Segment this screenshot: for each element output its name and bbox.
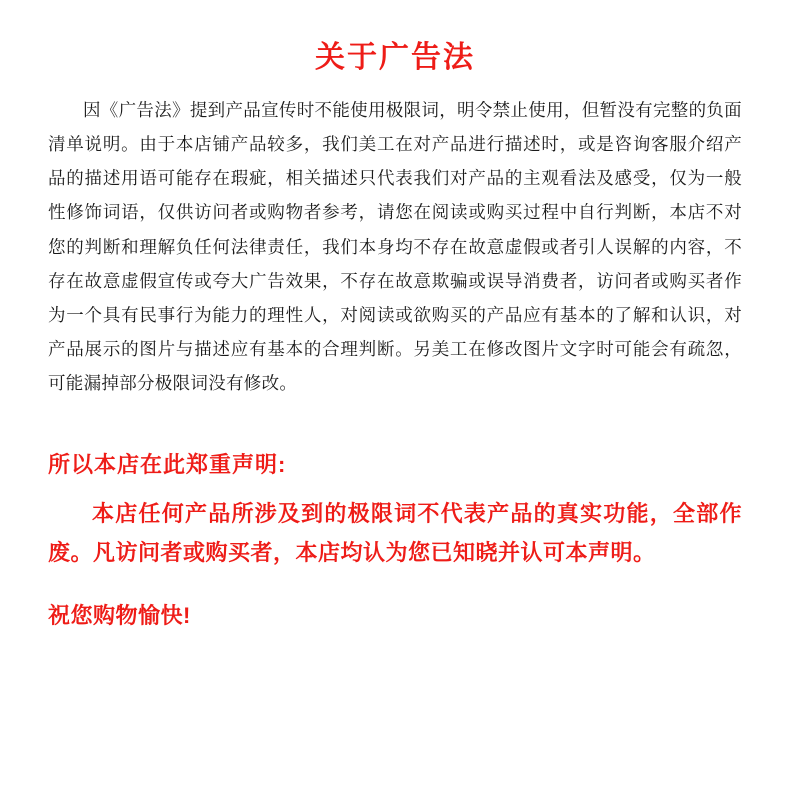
statement-heading: 所以本店在此郑重声明: [48, 452, 287, 478]
statement-body: 本店任何产品所涉及到的极限词不代表产品的真实功能，全部作废。凡访问者或购买者，本店均认为您已知晓并认可本声明。 [48, 501, 742, 565]
closing-line: 祝您购物愉快! [48, 603, 191, 629]
disclaimer-paragraph: 因《广告法》提到产品宣传时不能使用极限词，明令禁止使用，但暂没有完整的负面清单说明。由于本店铺产品较多，我们美工在对产品进行描述时，或是咨询客服介绍产品的描述用语可能存在瑕疵，相关描述只代表我们对产品的主观看法及感受，仅为一般性修饰词语，仅供访问者或购物者参考，请您在阅读或购买过程中自行判断，本店不对您的判断和理解负任何法律责任，我们本身均不存在故意虚假或者引人误解的内容，不存在故意虚假宣传或夸大广告效果，不存在故意欺骗或误导消费者，访问者或购买者作为一个具有民事行为能力的理性人，对阅读或欲购买的产品应有基本的了解和认识，对产品展示的图片与描述应有基本的合理判断。另美工在修改图片文字时可能会有疏忽，可能漏掉部分极限词没有修改。 [48, 100, 742, 393]
page-title: 关于广告法 [315, 41, 475, 74]
